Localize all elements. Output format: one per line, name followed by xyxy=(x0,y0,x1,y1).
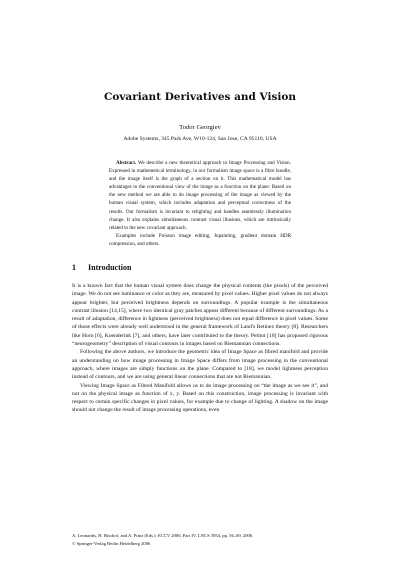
body-paragraph: Viewing Image Space as Fibred Manifold allows us to do image processing on “the image as we see it”, and not on the physical image as function of x, y. Based on this construction, image processing is invariant with respect to certain specific changes in pixel values, for example due to change of lighting. A shadow on the image should not change the result of image processing operations, even xyxy=(72,382,328,414)
abstract-text: We describe a new theoretical approach to Image Processing and Vision. Expressed in mathemetical terminology, in our formalism image space is a fibre bundle, and the image itself is the graph of a section on it. This mathematical model has advantages to the conventional view of the image as a function on the plane: Based on the new method we are able to do image processing of the image as viewed by the human visual system, which includes adaptation and perceptual correctness of the results. Our formalism is invariant to relighting and handles seamlessly illumination change. It also explains simultaneous contrast visual illusions, which are intrinsically related to the new covariant approach. xyxy=(109,160,291,231)
abstract xyxy=(109,159,291,248)
body-paragraph: Following the above authors, we introduce the geometric idea of Image Space as fibred manifold and provide an understanding on how image processing in Image Space differs from image processing in the conventional approach, where images are simply functions on the plane. Compared to [18], we model lightness perception instead of contours, and we are using general linear connections that are not Riemannian. xyxy=(72,349,328,381)
footer-copyright: © Springer-Verlag Berlin Heidelberg 2006 xyxy=(72,540,151,546)
footer-citation: A. Leonardis, H. Bischof, and A. Prinz (Eds.): ECCV 2006, Part IV, LNCS 3954, pp. 56–69, 2006. xyxy=(72,533,254,538)
paper-title: Covariant Derivatives and Vision xyxy=(103,91,297,103)
section-heading xyxy=(72,263,131,272)
section-number: 1 xyxy=(72,263,76,272)
body-text xyxy=(72,282,328,415)
body-paragraph: It is a known fact that the human visual system does change the physical contents (the pixels) of the perceived image. We do not see luminance or color as they are, measured by pixel values. Higher pixel values do not always appear brighter, but perceived brightness depends on surroundings. A popular example is the simultaneous contrast illusion [14,15], where two identical gray patches appear different because of different surroundings. As a result of adaptation, difference in lightness (perceived brightness) does not equal difference in pixel values. Some of those effects were already well understood in the general framework of Land's Retinex theory [8]. Researchers like Horn [6], Koenderink [7], and others, have later contributed to the theory. Petitot [18] has proposed rigorous “neurogeometry” description of visual contours in images based on Riemannian connections. xyxy=(72,283,328,348)
footer xyxy=(72,532,253,547)
abstract-label: Abstract. xyxy=(116,160,137,166)
author-name: Todor Georgiev xyxy=(179,124,221,131)
abstract-examples: Examples include Poisson image editing, Inpainting, gradient domain HDR compression, and others. xyxy=(109,232,291,247)
abstract-paragraph xyxy=(109,159,291,232)
author-affiliation: Adobe Systems, 345 Park Ave, W10-124, San Jose, CA 95110, USA xyxy=(123,136,277,142)
section-title: Introduction xyxy=(88,263,132,272)
